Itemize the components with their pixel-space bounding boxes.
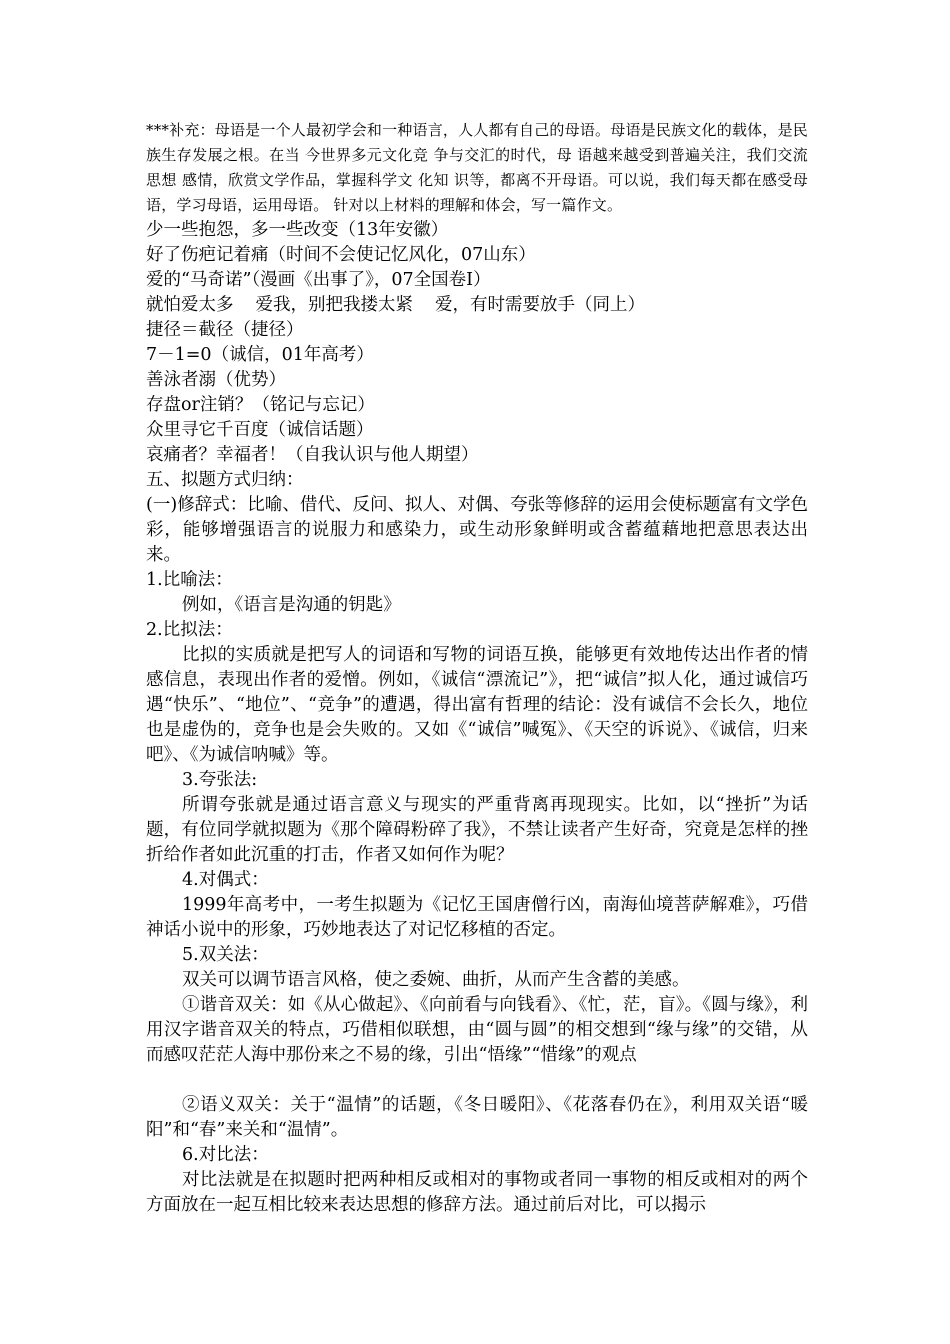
document-body [146, 118, 808, 1218]
love-title-b: 爱我，别把我搂太紧 [255, 295, 413, 315]
example-title: 7－1=0（诚信，01年高考） [146, 345, 374, 365]
method-heading: 1.比喻法： [146, 570, 233, 590]
example-title: 众里寻它千百度（诚信话题） [146, 420, 374, 440]
method-heading: 5.双关法： [182, 945, 269, 965]
method-heading: 2.比拟法： [146, 620, 233, 640]
example-title: 爱的“马奇诺”（漫画《出事了》，07全国卷Ⅰ） [146, 270, 491, 290]
homophone-pun-text: ①谐音双关：如《从心做起》、《向前看与向钱看》、《忙，茫，盲》。《圆与缘》，利用汉字谐音双关的特点，巧借相似联想，由“圆与圆”的相交想到“缘与缘”的交错，从而感叹茫茫人海中那份来之不易的缘，引出“悟缘”“惜缘”的观点 [146, 995, 808, 1065]
method-text: 对比法就是在拟题时把两种相反或相对的事物或者同一事物的相反或相对的两个方面放在一起互相比较来表达思想的修辞方法。通过前后对比，可以揭示 [146, 1170, 808, 1215]
method-example: 例如，《语言是沟通的钥匙》 [182, 595, 401, 615]
section-heading: 五、拟题方式归纳： [146, 470, 304, 490]
example-title: 少一些抱怨，多一些改变（13年安徽） [146, 220, 449, 240]
method-heading: 4.对偶式： [182, 870, 269, 890]
method-heading: 6.对比法： [182, 1145, 269, 1165]
semantic-pun-text: ②语义双关：关于“温情”的话题，《冬日暖阳》、《花落春仍在》，利用双关语“暖阳”和“春”来关和“温情”。 [146, 1095, 808, 1140]
example-title: 哀痛者？幸福者！（自我认识与他人期望） [146, 445, 479, 465]
method-text: 所谓夸张就是通过语言意义与现实的严重背离再现现实。比如，以“挫折”为话题，有位同学就拟题为《那个障碍粉碎了我》，不禁让读者产生好奇，究竟是怎样的挫折给作者如此沉重的打击，作者又如何作为呢？ [146, 795, 808, 865]
supplement-note: ***补充：母语是一个人最初学会和一种语言，人人都有自己的母语。母语是民族文化的载体，是民族生存发展之根。在当 今世界多元文化竞 争与交汇的时代，母 语越来越受到普遍关注，我们交流思想 感情，欣赏文学作品，掌握科学文 化知 识等，都离不开母语。可以说，我们每天都在感受母语，学习母语，运用母语。 针对以上材料的理解和体会，写一篇作文。 [146, 121, 808, 214]
rhetoric-intro: (一)修辞式：比喻、借代、反问、拟人、对偶、夸张等修辞的运用会使标题富有文学色彩，能够增强语言的说服力和感染力，或生动形象鲜明或含蓄蕴藉地把意思表达出来。 [146, 495, 808, 565]
method-heading: 3.夸张法: [182, 770, 258, 790]
example-title: 存盘or注销？（铭记与忘记） [146, 395, 375, 415]
blank-line [146, 1068, 808, 1093]
love-title-a: 就怕爱太多 [146, 295, 234, 315]
method-text: 双关可以调节语言风格，使之委婉、曲折，从而产生含蓄的美感。 [182, 970, 690, 990]
example-title: 捷径＝截径（捷径） [146, 320, 304, 340]
method-text: 比拟的实质就是把写人的词语和写物的词语互换，能够更有效地传达出作者的情感信息，表现出作者的爱憎。例如，《诚信“漂流记”》，把“诚信”拟人化，通过诚信巧遇“快乐”、“地位”、“竞争”的遭遇，得出富有哲理的结论：没有诚信不会长久，地位也是虚伪的，竞争也是会失败的。又如《“诚信”喊冤》、《天空的诉说》、《诚信，归来吧》、《为诚信呐喊》等。 [146, 645, 808, 765]
love-titles-line [146, 293, 808, 318]
love-title-c: 爱，有时需要放手（同上） [435, 295, 645, 315]
method-text: 1999年高考中，一考生拟题为《记忆王国唐僧行凶，南海仙境菩萨解难》，巧借神话小说中的形象，巧妙地表达了对记忆移植的否定。 [146, 895, 808, 940]
example-title: 好了伤疤记着痛（时间不会使记忆风化，07山东） [146, 245, 536, 265]
example-title: 善泳者溺（优势） [146, 370, 286, 390]
